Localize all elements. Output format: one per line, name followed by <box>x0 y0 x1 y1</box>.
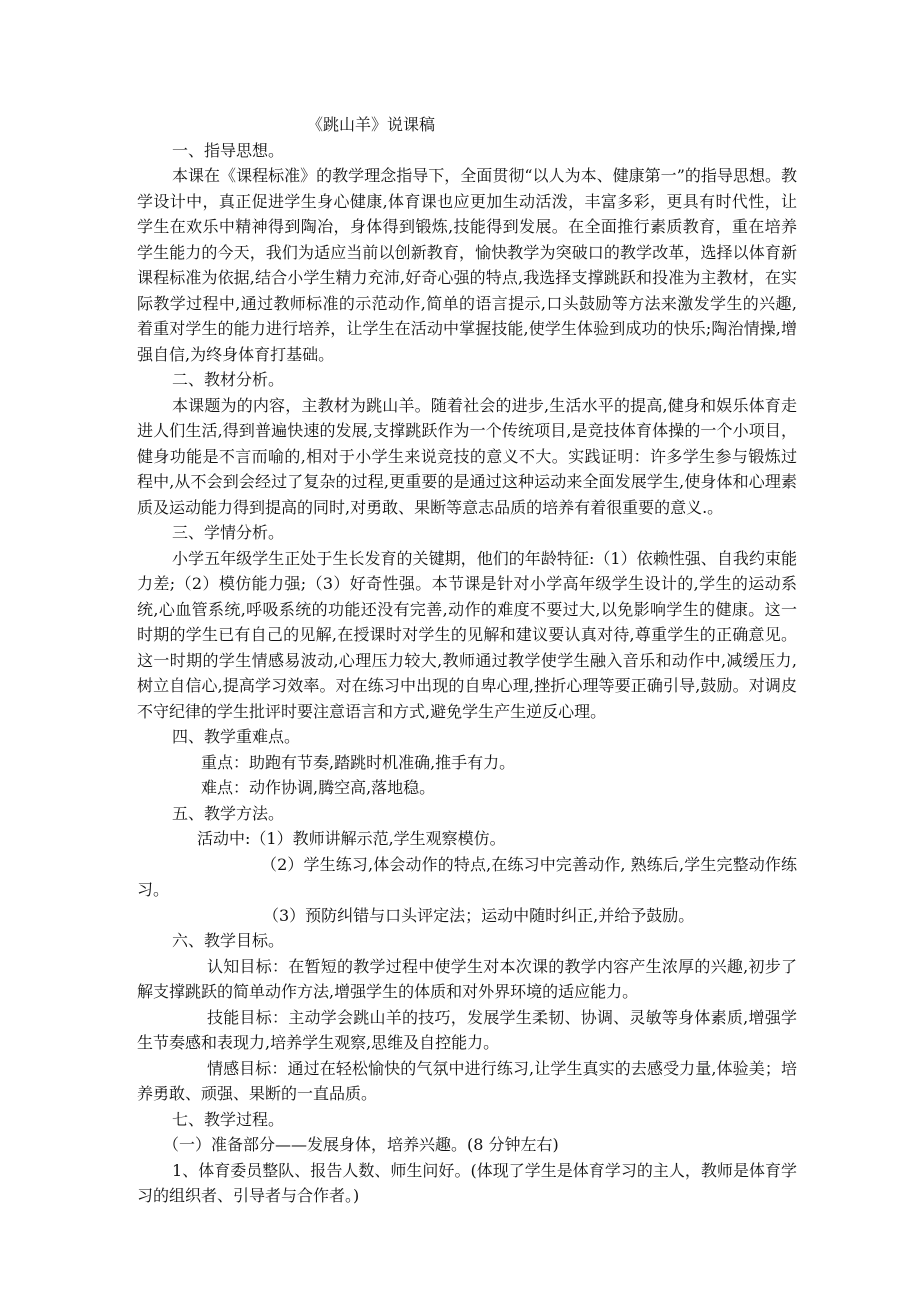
section-heading: 四、教学重难点。 <box>172 727 301 746</box>
section-heading: 六、教学目标。 <box>172 931 285 950</box>
goal-skill: 技能目标：主动学会跳山羊的技巧，发展学生柔韧、协调、灵敏等身体素质,增强学生节奏感和表现力,培养学生观察,思维及自控能力。 <box>137 1007 797 1052</box>
section-heading: 一、指导思想。 <box>172 140 285 160</box>
paragraph: 本课题为的内容，主教材为跳山羊。随着社会的进步,生活水平的提高,健身和娱乐体育走进人们生活,得到普遍快速的发展,支撑跳跃作为一个传统项目,是竞技体育体操的一个小项目，健身功能是不言而喻的,相对于小学生来说竞技的意义不大。实践证明：许多学生参与锻炼过程中,从不会到会经过了复杂的过程,更重要的是通过这种运动来全面发展学生,使身体和心理素质及运动能力得到提高的同时,对勇敢、果断等意志品质的培养有着很重要的意义.。 <box>137 395 797 517</box>
method-line: （3）预防纠错与口头评定法；运动中随时纠正,并给予鼓励。 <box>263 905 695 925</box>
document-title: 《跳山羊》说课稿 <box>307 115 436 134</box>
goal-emotion: 情感目标：通过在轻松愉快的气氛中进行练习,让学生真实的去感受力量,体验美；培养勇敢、顽强、果断的一直品质。 <box>137 1058 797 1103</box>
method-line: （2）学生练习,体会动作的特点,在练习中完善动作, 熟练后,学生完整动作练习。 <box>137 854 797 899</box>
paragraph: 1、体育委员整队、报告人数、师生问好。(体现了学生是体育学习的主人，教师是体育学习的组织者、引导者与合作者。) <box>137 1160 797 1205</box>
difficult-point-line: 难点：动作协调,腾空高,落地稳。 <box>201 778 436 797</box>
document-body <box>137 112 797 1209</box>
method-line: 活动中:（1）教师讲解示范,学生观察模仿。 <box>197 829 506 848</box>
key-point-line: 重点：助跑有节奏,踏跳时机准确,推手有力。 <box>201 752 516 772</box>
paragraph: 本课在《课程标准》的教学理念指导下，全面贯彻“以人为本、健康第一”的指导思想。教学设计中，真正促进学生身心健康,体育课也应更加生动活泼，丰富多彩，更具有时代性，让学生在欢乐中精神得到陶冶，身体得到锻炼,技能得到发展。在全面推行素质教育，重在培养学生能力的今天，我们为适应当前以创新教育，愉快教学为突破口的教学改革，选择以体育新课程标准为依据,结合小学生精力充沛,好奇心强的特点,我选择支撑跳跃和投准为主教材，在实际教学过程中,通过教师标准的示范动作,简单的语言提示,口头鼓励等方法来激发学生的兴趣,着重对学生的能力进行培养，让学生在活动中掌握技能,使学生体验到成功的快乐;陶治情操,增强自信,为终身体育打基础。 <box>137 166 797 364</box>
section-heading: 三、学情分析。 <box>172 523 285 542</box>
sub-heading: （一）准备部分——发展身体，培养兴趣。(8 分钟左右) <box>163 1135 559 1154</box>
section-heading: 五、教学方法。 <box>172 803 285 823</box>
paragraph: 小学五年级学生正处于生长发育的关键期，他们的年龄特征:（1）依赖性强、自我约束能力差;（2）模仿能力强;（3）好奇性强。本节课是针对小学高年级学生设计的,学生的运动系统,心血管系统,呼吸系统的功能还没有完善,动作的难度不要过大,以免影响学生的健康。这一时期的学生已有自己的见解,在授课时对学生的见解和建议要认真对待,尊重学生的正确意见。这一时期的学生情感易波动,心理压力较大,教师通过教学使学生融入音乐和动作中,减缓压力,树立自信心,提高学习效率。对在练习中出现的自卑心理,挫折心理等要正确引导,鼓励。对调皮不守纪律的学生批评时要注意语言和方式,避免学生产生逆反心理。 <box>137 548 797 721</box>
section-heading: 二、教材分析。 <box>172 370 285 389</box>
goal-cognitive: 认知目标：在暂短的教学过程中使学生对本次课的教学内容产生浓厚的兴趣,初步了解支撑跳跃的简单动作方法,增强学生的体质和对外界环境的适应能力。 <box>137 956 797 1001</box>
section-heading: 七、教学过程。 <box>172 1109 285 1129</box>
